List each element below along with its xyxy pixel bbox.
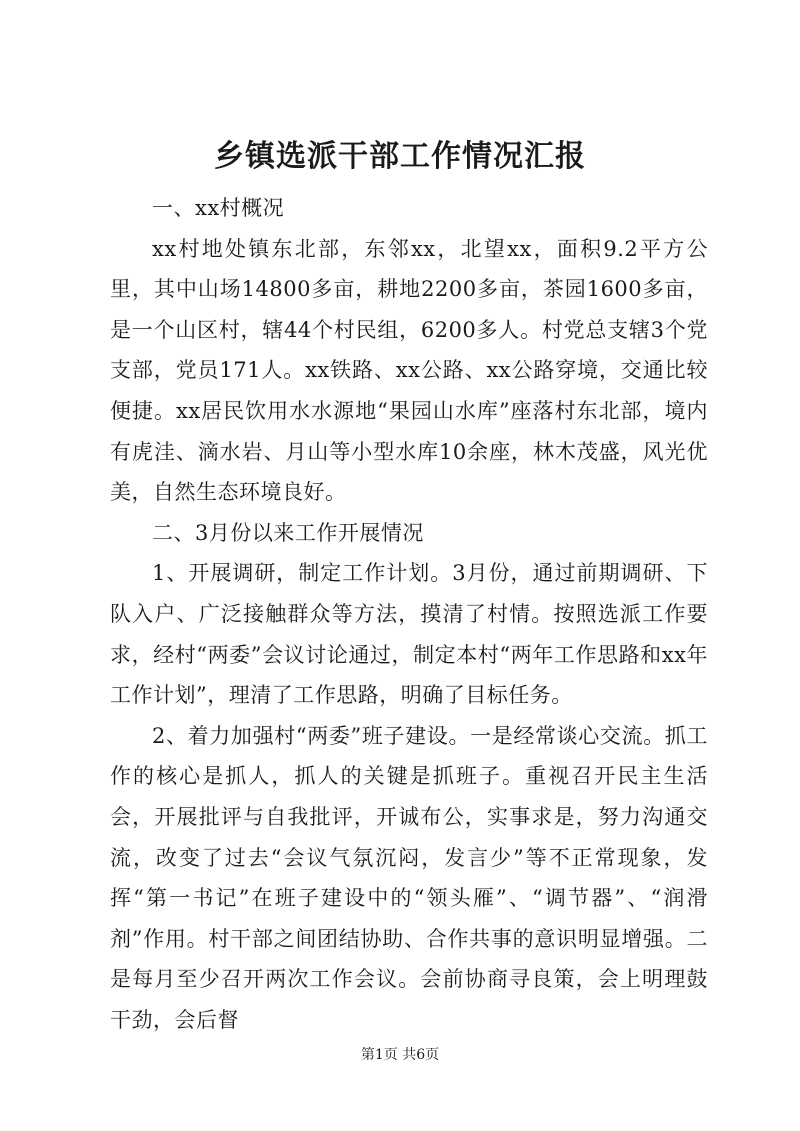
section-heading: 一、xx村概况 [152, 196, 285, 220]
section-heading: 二、3月份以来工作开展情况 [152, 520, 424, 545]
document-title: 乡镇选派干部工作情况汇报 [214, 139, 586, 174]
page-footer: 第1页 共6页 [360, 1047, 440, 1063]
body-paragraph: 2、着力加强村“两委”班子建设。一是经常谈心交流。抓工作的核心是抓人，抓人的关键是抓班子。重视召开民主生活会，开展批评与自我批评，开诚布公，实事求是，努力沟通交流，改变了过去“会议气氛沉闷，发言少”等不正常现象，发挥“第一书记”在班子建设中的“领头雁”、“调节器”、“润滑剂”作用。村干部之间团结协助、合作共事的意识明显增强。二是每月至少召开两次工作会议。会前协商寻良策，会上明理鼓干劲，会后督 [110, 723, 708, 1032]
body-paragraph: xx村地处镇东北部，东邻xx，北望xx，面积9.2平方公里，其中山场14800多亩，耕地2200多亩，茶园1600多亩，是一个山区村，辖44个村民组，6200多人。村党总支辖3个党支部，党员171人。xx铁路、xx公路、xx公路穿境，交通比较便捷。xx居民饮用水水源地“果园山水库”座落村东北部，境内有虎洼、滴水岩、月山等小型水库10余座，林木茂盛，风光优美，自然生态环境良好。 [110, 236, 708, 505]
document-body [110, 188, 708, 1040]
body-paragraph: 1、开展调研，制定工作计划。3月份，通过前期调研、下队入户、广泛接触群众等方法，摸清了村情。按照选派工作要求，经村“两委”会议讨论通过，制定本村“两年工作思路和xx年工作计划”，理清了工作思路，明确了目标任务。 [110, 561, 708, 708]
